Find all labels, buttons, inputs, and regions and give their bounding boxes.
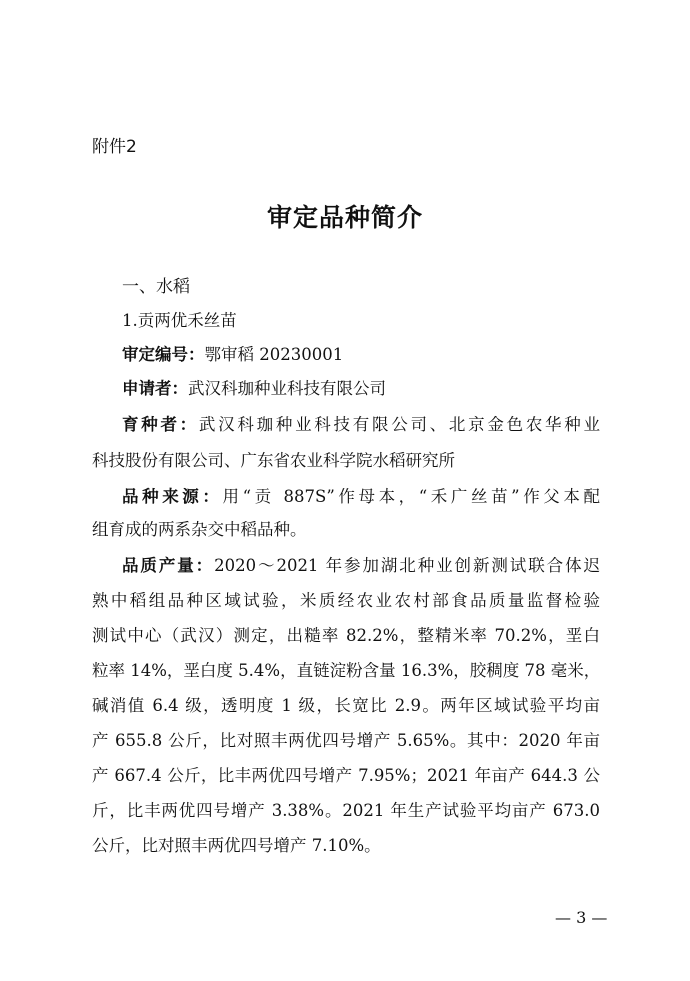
page-title: 审定品种简介 <box>266 203 423 232</box>
section-heading: 一、水稻 <box>122 277 190 297</box>
field-applicant: 申请者：武汉科珈种业科技有限公司 <box>122 379 386 398</box>
variety-name: 1.贡两优禾丝苗 <box>122 311 237 330</box>
text-line: 斤，比丰两优四号增产 3.38%。2021 年生产试验平均亩产 673.0 <box>92 801 600 820</box>
text-line: 熟中稻组品种区域试验，米质经农业农村部食品质量监督检验 <box>92 591 600 610</box>
field-breeder-cont: 科技股份有限公司、广东省农业科学院水稻研究所 <box>92 451 455 470</box>
text-line: 测试中心（武汉）测定，出糙率 82.2%，整精米率 70.2%，垩白 <box>92 626 600 645</box>
page-number: — 3 — <box>555 908 608 927</box>
text-line: 粒率 14%，垩白度 5.4%，直链淀粉含量 16.3%，胶稠度 78 毫米， <box>92 661 601 680</box>
text-line: 产 667.4 公斤，比丰两优四号增产 7.95%；2021 年亩产 644.3 公 <box>92 766 600 785</box>
attachment-label: 附件2 <box>92 137 137 157</box>
field-origin: 品种来源：用“贡 887S”作母本，“禾广丝苗”作父本配 <box>122 487 600 506</box>
text-line: 碱消值 6.4 级，透明度 1 级，长宽比 2.9。两年区域试验平均亩 <box>92 696 600 715</box>
text-line: 公斤，比对照丰两优四号增产 7.10%。 <box>92 836 381 855</box>
field-origin-cont: 组育成的两系杂交中稻品种。 <box>92 520 307 539</box>
text-line: 产 655.8 公斤，比对照丰两优四号增产 5.65%。其中：2020 年亩 <box>92 731 600 750</box>
field-approval-number: 审定编号：鄂审稻 20230001 <box>122 345 344 364</box>
field-quality-yield: 品质产量：2020～2021 年参加湖北种业创新测试联合体迟 <box>122 556 600 575</box>
field-breeder: 育种者：武汉科珈种业科技有限公司、北京金色农华种业 <box>122 415 601 434</box>
